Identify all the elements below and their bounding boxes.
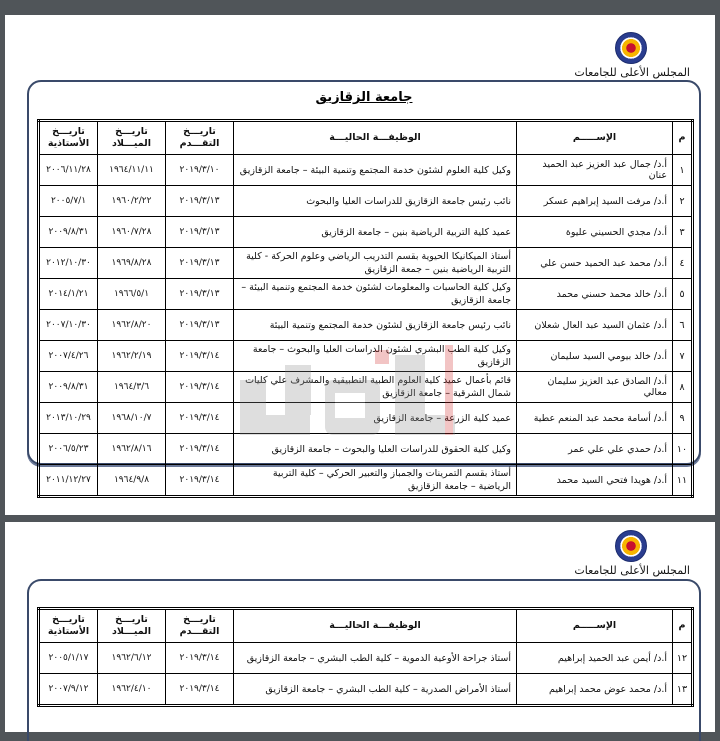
row-professorship-date: ٢٠١٢/١٠/٣٠	[39, 248, 98, 279]
council-name: المجلس الأعلى للجامعات	[574, 66, 690, 79]
candidates-table	[37, 119, 694, 498]
row-job: نائب رئيس جامعة الزقازيق للدراسات العليا والبحوث	[234, 186, 517, 217]
col-prof-line1: تاريـــخ	[52, 126, 85, 137]
row-job: أستاذ بقسم التمرينات والجمباز والتعبير الحركي – كلية التربية الرياضية – جامعة الزقازيق	[234, 465, 517, 497]
table-row	[39, 186, 693, 217]
row-number: ١٢	[673, 643, 693, 674]
row-birth-date: ١٩٦٩/٨/٢٨	[98, 248, 166, 279]
col-num-header: م	[673, 609, 693, 643]
row-job: وكيل كلية العلوم لشئون خدمة المجتمع وتنمية البيئة – جامعة الزقازيق	[234, 155, 517, 186]
row-name: أ.د/ جمال عبد العزيز عبد الحميد عنان	[517, 155, 673, 186]
table-row	[39, 674, 693, 706]
row-birth-date: ١٩٦٤/٩/٨	[98, 465, 166, 497]
table-row	[39, 155, 693, 186]
row-job: أستاذ الأمراض الصدرية – كلية الطب البشري – جامعة الزقازيق	[234, 674, 517, 706]
table-row	[39, 403, 693, 434]
row-number: ٤	[673, 248, 693, 279]
row-birth-date: ١٩٦٠/٢/٢٢	[98, 186, 166, 217]
row-applied-date: ٢٠١٩/٣/١٣	[166, 217, 234, 248]
row-number: ٧	[673, 341, 693, 372]
row-birth-date: ١٩٦٤/٣/٦	[98, 372, 166, 403]
table-row	[39, 643, 693, 674]
table-header-row	[39, 121, 693, 155]
row-number: ٦	[673, 310, 693, 341]
row-number: ٩	[673, 403, 693, 434]
council-name: المجلس الأعلى للجامعات	[574, 564, 690, 577]
table-row	[39, 465, 693, 497]
row-name: أ.د/ عثمان السيد عبد العال شعلان	[517, 310, 673, 341]
row-name: أ.د/ خالد بيومي السيد سليمان	[517, 341, 673, 372]
row-applied-date: ٢٠١٩/٣/١٤	[166, 674, 234, 706]
col-applied-line2: التقـــدم	[179, 626, 220, 637]
col-prof-line2: الأستاذية	[47, 626, 90, 637]
row-name: أ.د/ الصادق عبد العزيز سليمان معالي	[517, 372, 673, 403]
row-birth-date: ١٩٦٢/٦/١٢	[98, 643, 166, 674]
col-birth-line2: الميـــلاد	[112, 138, 151, 149]
row-birth-date: ١٩٦٤/١١/١١	[98, 155, 166, 186]
row-job: عميد كلية التربية الرياضية بنين – جامعة الزقازيق	[234, 217, 517, 248]
row-applied-date: ٢٠١٩/٣/١٣	[166, 186, 234, 217]
row-job: وكيل كلية الحاسبات والمعلومات لشئون خدمة المجتمع وتنمية البيئة – جامعة الزقازيق	[234, 279, 517, 310]
row-applied-date: ٢٠١٩/٣/١٤	[166, 341, 234, 372]
university-title: جامعة الزقازيق	[315, 90, 413, 105]
col-name-header: الإســـــم	[517, 609, 673, 643]
col-prof-line2: الأستاذية	[47, 138, 90, 149]
row-number: ٥	[673, 279, 693, 310]
row-applied-date: ٢٠١٩/٣/١٤	[166, 434, 234, 465]
row-birth-date: ١٩٦٠/٧/٢٨	[98, 217, 166, 248]
table-frame	[27, 80, 701, 492]
row-professorship-date: ٢٠٠٦/١١/٢٨	[39, 155, 98, 186]
row-number: ٨	[673, 372, 693, 403]
row-professorship-date: ٢٠٠٥/٧/١	[39, 186, 98, 217]
table-row	[39, 217, 693, 248]
col-birth-line2: الميـــلاد	[112, 626, 151, 637]
row-professorship-date: ٢٠١٤/١/٢١	[39, 279, 98, 310]
table-row	[39, 279, 693, 310]
row-applied-date: ٢٠١٩/٣/١٣	[166, 248, 234, 279]
col-prof-header	[39, 609, 98, 643]
col-applied-header	[166, 609, 234, 643]
col-name-header: الإســـــم	[517, 121, 673, 155]
col-birth-line1: تاريـــخ	[115, 614, 148, 625]
row-name: أ.د/ هويدا فتحي السيد محمد	[517, 465, 673, 497]
row-applied-date: ٢٠١٩/٣/١٠	[166, 155, 234, 186]
row-number: ٣	[673, 217, 693, 248]
row-name: أ.د/ حمدي علي علي عمر	[517, 434, 673, 465]
council-logo-icon	[615, 32, 647, 64]
table-row	[39, 434, 693, 465]
row-number: ١٣	[673, 674, 693, 706]
table-row	[39, 310, 693, 341]
row-job: عميد كلية الزرعة – جامعة الزقازيق	[234, 403, 517, 434]
row-birth-date: ١٩٦٢/٢/١٩	[98, 341, 166, 372]
table-header-row	[39, 609, 693, 643]
col-birth-header	[98, 609, 166, 643]
document-page-1	[5, 15, 715, 515]
row-job: نائب رئيس جامعة الزقازيق لشئون خدمة المجتمع وتنمية البيئة	[234, 310, 517, 341]
table-row	[39, 372, 693, 403]
row-name: أ.د/ محمد عبد الحميد حسن علي	[517, 248, 673, 279]
row-name: أ.د/ مجدي الحسيني عليوة	[517, 217, 673, 248]
row-professorship-date: ٢٠٠٧/٤/٢٦	[39, 341, 98, 372]
col-job-header: الوظيفـــة الحاليـــة	[234, 609, 517, 643]
row-applied-date: ٢٠١٩/٣/١٤	[166, 403, 234, 434]
row-job: وكيل كلية الطب البشري لشئون الدراسات العليا والبحوث – جامعة الزقازيق	[234, 341, 517, 372]
table-row	[39, 248, 693, 279]
row-birth-date: ١٩٦٢/٨/٢٠	[98, 310, 166, 341]
col-prof-header	[39, 121, 98, 155]
row-applied-date: ٢٠١٩/٣/١٣	[166, 310, 234, 341]
row-applied-date: ٢٠١٩/٣/١٣	[166, 279, 234, 310]
row-number: ١	[673, 155, 693, 186]
table-frame	[27, 579, 701, 741]
table-row	[39, 341, 693, 372]
row-professorship-date: ٢٠٠٦/٥/٢٣	[39, 434, 98, 465]
row-name: أ.د/ أسامة محمد عبد المنعم عطية	[517, 403, 673, 434]
row-birth-date: ١٩٦٢/٤/١٠	[98, 674, 166, 706]
col-birth-header	[98, 121, 166, 155]
col-job-header: الوظيفـــة الحاليـــة	[234, 121, 517, 155]
row-professorship-date: ٢٠١١/١٢/٢٧	[39, 465, 98, 497]
row-number: ٢	[673, 186, 693, 217]
col-num-header: م	[673, 121, 693, 155]
col-applied-line1: تاريـــخ	[183, 614, 216, 625]
row-number: ١٠	[673, 434, 693, 465]
row-job: أستاذ الميكانيكا الحيوية بقسم التدريب الرياضي وعلوم الحركة - كلية التربية الرياضية بنين – جمعة الزقازيق	[234, 248, 517, 279]
row-professorship-date: ٢٠٠٥/١/١٧	[39, 643, 98, 674]
row-name: أ.د/ خالد محمد حسني محمد	[517, 279, 673, 310]
council-logo-icon	[615, 530, 647, 562]
candidates-table-continued	[37, 607, 694, 707]
row-number: ١١	[673, 465, 693, 497]
row-birth-date: ١٩٦٢/٨/١٦	[98, 434, 166, 465]
col-applied-line1: تاريـــخ	[183, 126, 216, 137]
row-birth-date: ١٩٦٦/٥/١	[98, 279, 166, 310]
col-applied-line2: التقـــدم	[179, 138, 220, 149]
row-name: أ.د/ مرفت السيد إبراهيم عسكر	[517, 186, 673, 217]
row-applied-date: ٢٠١٩/٣/١٤	[166, 643, 234, 674]
row-professorship-date: ٢٠١٣/١٠/٢٩	[39, 403, 98, 434]
col-birth-line1: تاريـــخ	[115, 126, 148, 137]
row-professorship-date: ٢٠٠٩/٨/٣١	[39, 217, 98, 248]
row-professorship-date: ٢٠٠٧/١٠/٣٠	[39, 310, 98, 341]
row-professorship-date: ٢٠٠٧/٩/١٢	[39, 674, 98, 706]
row-job: أستاذ جراحة الأوعية الدموية – كلية الطب البشري – جامعة الزقازيق	[234, 643, 517, 674]
col-prof-line1: تاريـــخ	[52, 614, 85, 625]
row-job: قائم بأعمال عميد كلية العلوم الطبية التطبيقية والمشرف علي كليات شمال الشرقية – جامعة الزقازيق	[234, 372, 517, 403]
row-name: أ.د/ محمد عوض محمد إبراهيم	[517, 674, 673, 706]
row-applied-date: ٢٠١٩/٣/١٤	[166, 465, 234, 497]
row-name: أ.د/ أيمن عبد الحميد إبراهيم	[517, 643, 673, 674]
row-birth-date: ١٩٦٨/١٠/٧	[98, 403, 166, 434]
row-job: وكيل كلية الحقوق للدراسات العليا والبحوث – جامعة الزقازيق	[234, 434, 517, 465]
row-professorship-date: ٢٠٠٩/٨/٣١	[39, 372, 98, 403]
document-page-2	[5, 522, 715, 732]
col-applied-header	[166, 121, 234, 155]
row-applied-date: ٢٠١٩/٣/١٤	[166, 372, 234, 403]
